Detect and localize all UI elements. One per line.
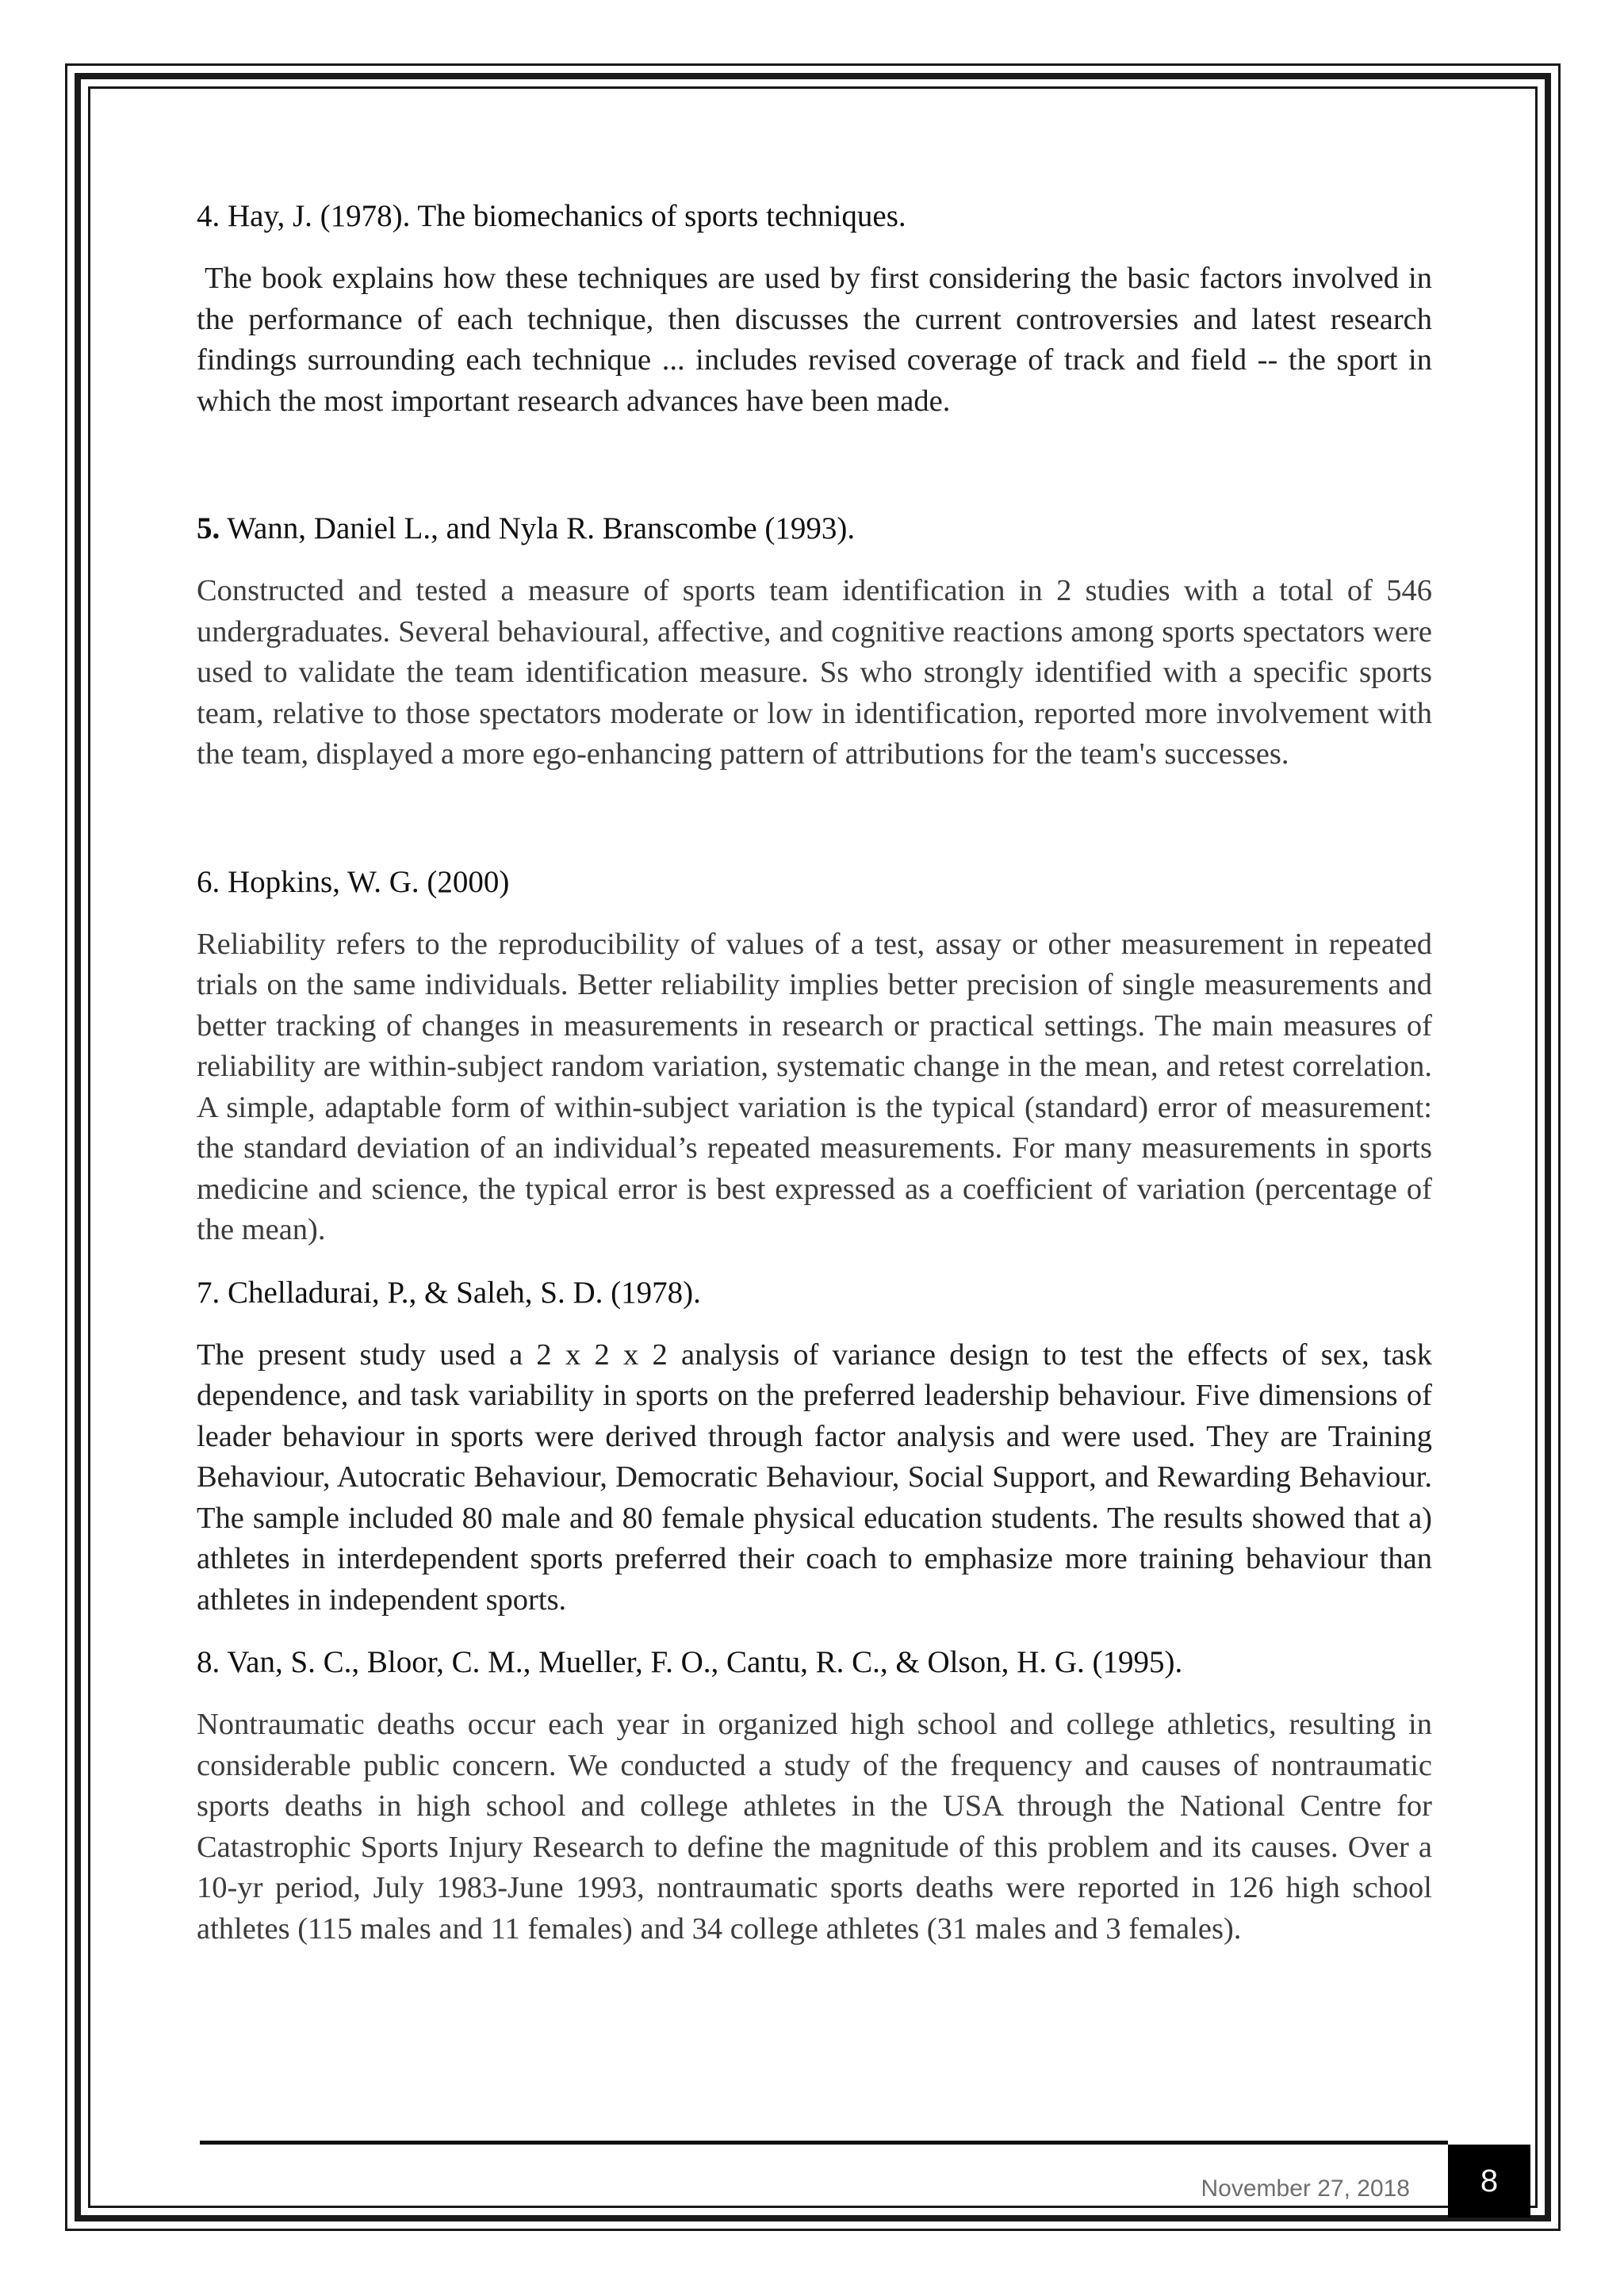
reference-item <box>197 1273 1432 1621</box>
reference-item <box>197 197 1432 422</box>
reference-abstract: Nontraumatic deaths occur each year in organized high school and college athletics, resulting in considerable public concern. We conducted a study of the frequency and causes of nontraumatic sports deaths in high school and college athletes in the USA through the National Centre for Catastrophic Sports Injury Research to define the magnitude of this problem and its causes. Over a 10-yr period, July 1983-June 1993, nontraumatic sports deaths were reported in 126 high school athletes (115 males and 11 females) and 34 college athletes (31 males and 3 females). <box>197 1708 1432 1946</box>
page-number: 8 <box>1448 2145 1530 2218</box>
reference-number: 6. <box>197 864 220 899</box>
reference-item <box>197 863 1432 1251</box>
reference-heading <box>197 863 1432 902</box>
reference-number: 7. <box>197 1275 220 1310</box>
reference-item <box>197 509 1432 775</box>
references-content <box>197 197 1432 1950</box>
reference-item <box>197 1643 1432 1950</box>
reference-citation: Hopkins, W. G. (2000) <box>220 864 510 899</box>
reference-heading <box>197 197 1432 236</box>
reference-heading <box>197 1643 1432 1682</box>
footer-date: November 27, 2018 <box>1201 2175 1410 2202</box>
reference-citation: Chelladurai, P., & Saleh, S. D. (1978). <box>220 1275 701 1310</box>
reference-heading <box>197 509 1432 549</box>
reference-number: 4. <box>197 199 220 233</box>
reference-citation: Van, S. C., Bloor, C. M., Mueller, F. O., Cantu, R. C., & Olson, H. G. (1995). <box>220 1645 1183 1679</box>
reference-citation: Hay, J. (1978). The biomechanics of sports techniques. <box>220 199 906 233</box>
reference-abstract: Reliability refers to the reproducibility of values of a test, assay or other measurement in repeated trials on the same individuals. Better reliability implies better precision of single measurements and better tracking of changes in measurements in research or practical settings. The main measures of reliability are within-subject random variation, systematic change in the mean, and retest correlation. A simple, adaptable form of within-subject variation is the typical (standard) error of measurement: the standard deviation of an individual’s repeated measurements. For many measurements in sports medicine and science, the typical error is best expressed as a coefficient of variation (percentage of the mean). <box>197 927 1432 1246</box>
reference-abstract: The present study used a 2 x 2 x 2 analysis of variance design to test the effects of sex, task dependence, and task variability in sports on the preferred leadership behaviour. Five dimensions of leader behaviour in sports were derived through factor analysis and were used. They are Training Behaviour, Autocratic Behaviour, Democratic Behaviour, Social Support, and Rewarding Behaviour. The sample included 80 male and 80 female physical education students. The results showed that a) athletes in interdependent sports preferred their coach to emphasize more training behaviour than athletes in independent sports. <box>197 1337 1432 1617</box>
reference-heading <box>197 1273 1432 1313</box>
reference-abstract: Constructed and tested a measure of sports team identification in 2 studies with a total of 546 undergraduates. Several behavioural, affective, and cognitive reactions among sports spectators were used to validate the team identification measure. Ss who strongly identified with a specific sports team, relative to those spectators moderate or low in identification, reported more involvement with the team, displayed a more ego-enhancing pattern of attributions for the team's successes. <box>197 574 1432 771</box>
reference-citation: Wann, Daniel L., and Nyla R. Branscombe (1993). <box>220 511 856 545</box>
footer-rule <box>200 2141 1448 2145</box>
reference-number: 5. <box>197 511 220 545</box>
reference-abstract: The book explains how these techniques are used by first considering the basic factors involved in the performance of each technique, then discusses the current controversies and latest research findings surrounding each technique ... includes revised coverage of track and field -- the sport in which the most important research advances have been made. <box>197 262 1432 418</box>
reference-number: 8. <box>197 1645 220 1679</box>
